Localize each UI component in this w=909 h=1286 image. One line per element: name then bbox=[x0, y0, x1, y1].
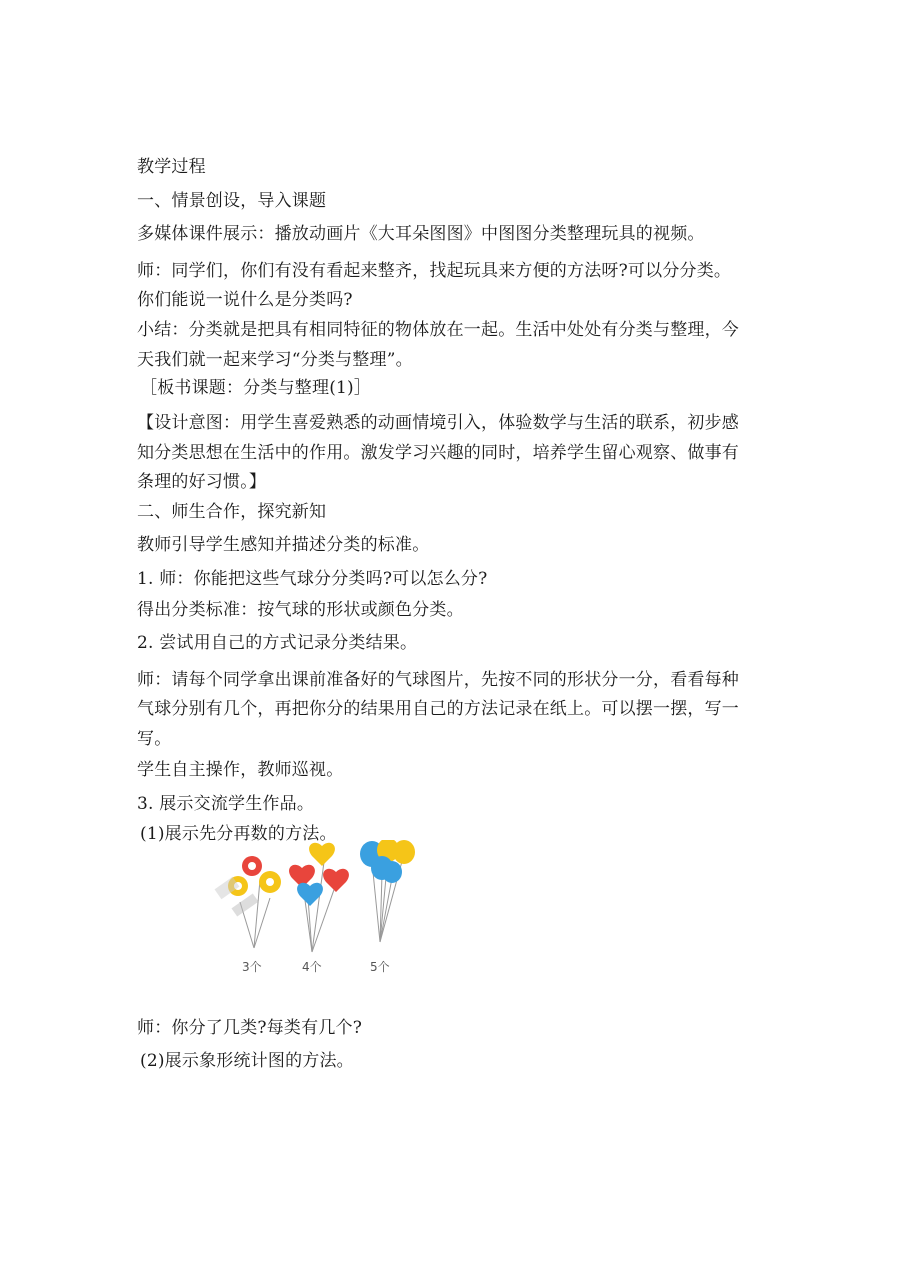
part1-design-line-3: 条理的好习惯。】 bbox=[137, 472, 267, 492]
group2-count-label: 4个 bbox=[302, 960, 322, 974]
part1-design-line-1: 【设计意图：用学生喜爱熟悉的动画情境引入，体验数学与生活的联系，初步感 bbox=[137, 413, 739, 433]
step3-question: 师：你分了几类?每类有几个? bbox=[137, 1018, 363, 1038]
step2-teacher-line-3: 写。 bbox=[137, 729, 172, 749]
step3-sub2: (2)展示象形统计图的方法。 bbox=[140, 1051, 354, 1071]
section-title: 教学过程 bbox=[137, 157, 206, 177]
part1-summary-line-2: 天我们就一起来学习“分类与整理”。 bbox=[137, 350, 413, 370]
group1-balloons bbox=[215, 856, 281, 917]
part1-board-title: ［板书课题：分类与整理(1)］ bbox=[140, 378, 372, 398]
step2-teacher-line-1: 师：请每个同学拿出课前准备好的气球图片，先按不同的形状分一分，看看每种 bbox=[137, 670, 739, 690]
group3-count-label: 5个 bbox=[370, 960, 390, 974]
step3-sub1: (1)展示先分再数的方法。 bbox=[140, 824, 337, 844]
group3-balloons bbox=[360, 840, 415, 883]
step1-result: 得出分类标准：按气球的形状或颜色分类。 bbox=[137, 600, 464, 620]
balloon-groups-figure bbox=[212, 840, 426, 974]
part2-heading: 二、师生合作，探究新知 bbox=[137, 502, 327, 522]
step2-student: 学生自主操作，教师巡视。 bbox=[137, 760, 344, 780]
part1-paragraph: 多媒体课件展示：播放动画片《大耳朵图图》中图图分类整理玩具的视频。 bbox=[137, 224, 705, 244]
part1-teacher-line-1: 师：同学们，你们有没有看起来整齐，找起玩具来方便的方法呀?可以分分类。 bbox=[137, 261, 732, 281]
balloon-groups-illustration-icon bbox=[212, 840, 426, 974]
step1-question: 1. 师：你能把这些气球分分类吗?可以怎么分? bbox=[137, 569, 488, 589]
step2-heading: 2. 尝试用自己的方式记录分类结果。 bbox=[137, 633, 418, 653]
step2-teacher-line-2: 气球分别有几个，再把你分的结果用自己的方法记录在纸上。可以摆一摆，写一 bbox=[137, 699, 739, 719]
step3-heading: 3. 展示交流学生作品。 bbox=[137, 794, 315, 814]
part1-heading: 一、情景创设，导入课题 bbox=[137, 191, 327, 211]
part2-intro: 教师引导学生感知并描述分类的标准。 bbox=[137, 535, 430, 555]
group1-count-label: 3个 bbox=[242, 960, 262, 974]
group2-balloons bbox=[289, 843, 349, 906]
part1-design-line-2: 知分类思想在生活中的作用。激发学习兴趣的同时，培养学生留心观察、做事有 bbox=[137, 443, 739, 463]
part1-summary-line-1: 小结：分类就是把具有相同特征的物体放在一起。生活中处处有分类与整理，今 bbox=[137, 320, 739, 340]
part1-teacher-line-2: 你们能说一说什么是分类吗? bbox=[137, 290, 353, 310]
